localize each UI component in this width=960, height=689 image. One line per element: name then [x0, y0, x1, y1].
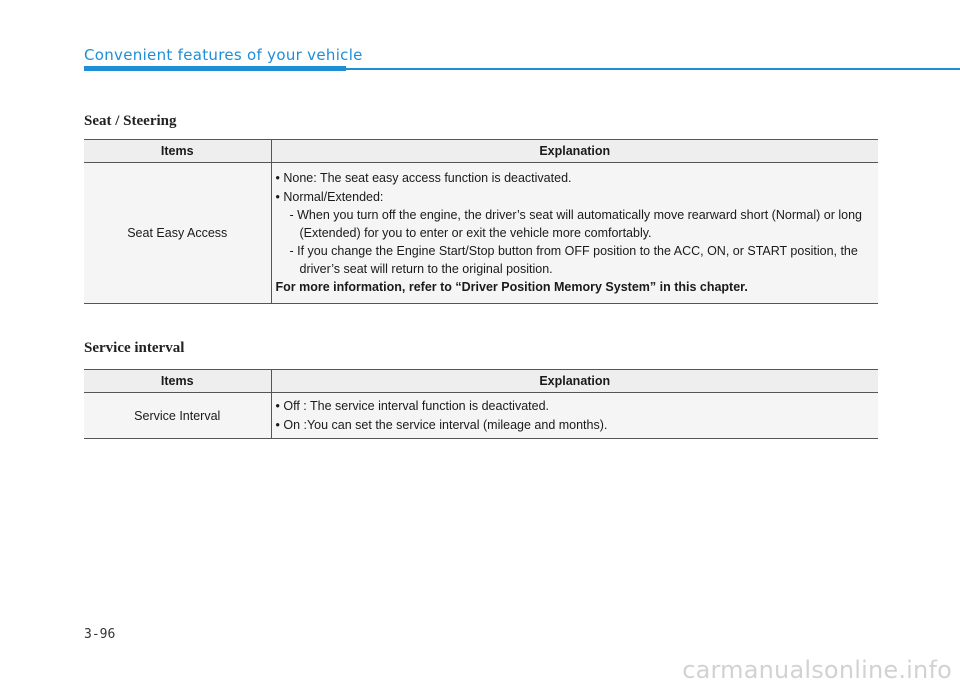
explanation-subline: - If you change the Engine Start/Stop button from OFF position to the ACC, ON, or START position, the driver’s seat will return to the original position.	[289, 244, 858, 276]
explanation-line: • Off : The service interval function is deactivated.	[276, 397, 875, 416]
explanation-subline: - When you turn off the engine, the driver’s seat will automatically move rearward short (Normal) or long (Extended) for you to enter or exit the vehicle more comfortably.	[289, 208, 862, 240]
item-cell: Service Interval	[84, 393, 271, 439]
table-header-row	[84, 140, 878, 163]
page-number: 3-96	[84, 627, 116, 642]
header-rule-accent	[84, 66, 346, 71]
explanation-note: For more information, refer to “Driver Position Memory System” in this chapter.	[275, 280, 748, 295]
table-row	[84, 163, 878, 304]
header-title: Convenient features of your vehicle	[84, 46, 363, 64]
explanation-cell	[271, 163, 878, 304]
table-row	[84, 393, 878, 439]
watermark: carmanualsonline.info	[682, 656, 952, 684]
section-title-service-interval: Service interval	[84, 340, 185, 356]
explanation-line: • Normal/Extended:	[276, 188, 875, 207]
column-header-items: Items	[84, 140, 271, 163]
column-header-explanation: Explanation	[271, 370, 878, 393]
explanation-line: • None: The seat easy access function is deactivated.	[276, 169, 875, 188]
column-header-items: Items	[84, 370, 271, 393]
table-header-row	[84, 370, 878, 393]
item-cell: Seat Easy Access	[84, 163, 271, 304]
seat-steering-table	[84, 139, 878, 304]
explanation-cell	[271, 393, 878, 439]
service-interval-table	[84, 369, 878, 439]
header-rule	[346, 68, 960, 70]
explanation-line: • On :You can set the service interval (mileage and months).	[276, 416, 875, 435]
column-header-explanation: Explanation	[271, 140, 878, 163]
section-title-seat-steering: Seat / Steering	[84, 113, 177, 129]
